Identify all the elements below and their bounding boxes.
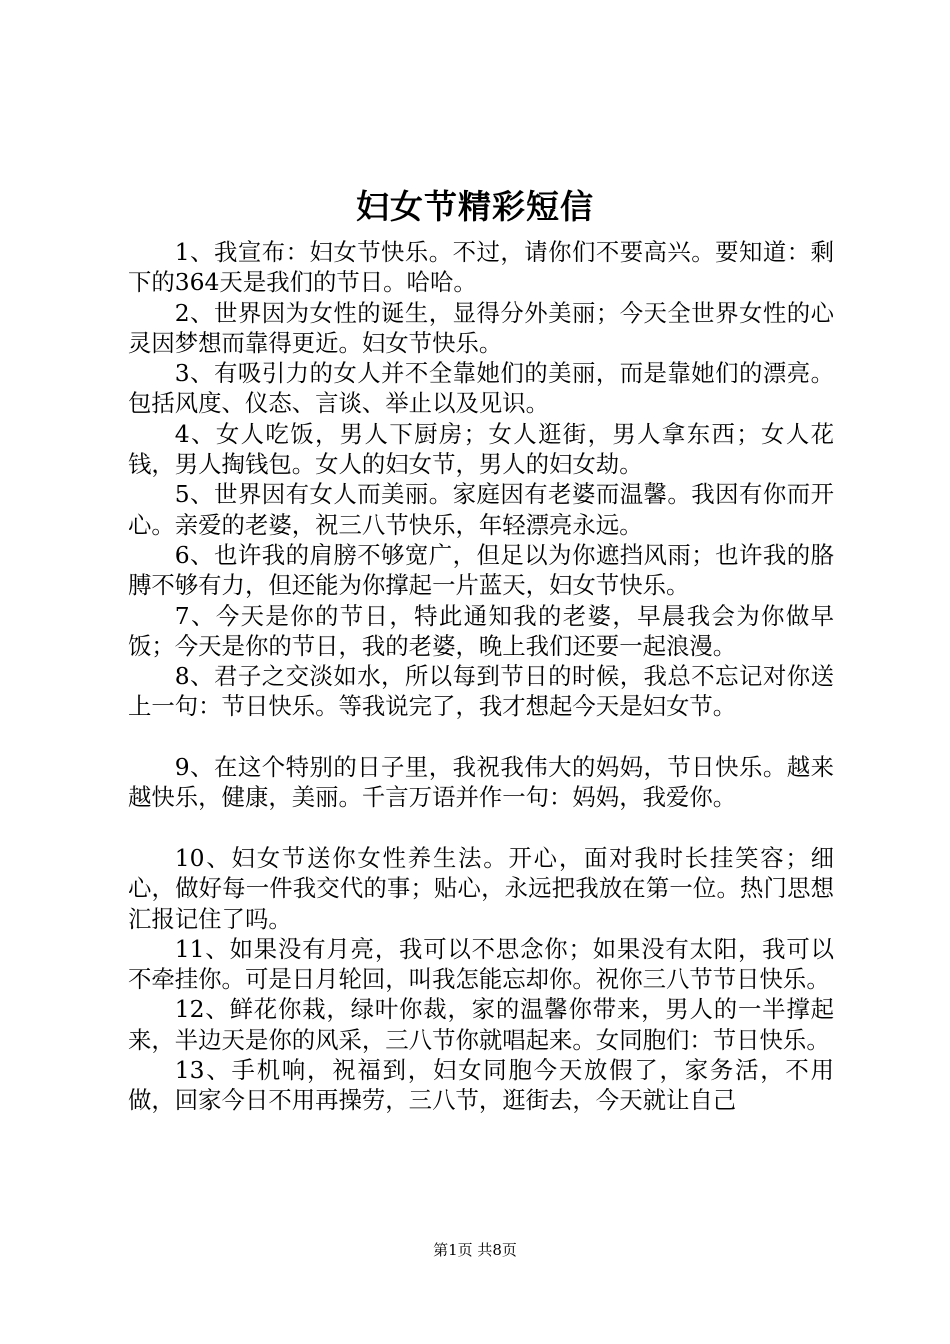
paragraph-11: 11、如果没有月亮，我可以不思念你；如果没有太阳，我可以不牵挂你。可是日月轮回，叫我怎能忘却你。祝你三八节节日快乐。 bbox=[128, 934, 834, 994]
paragraph-3: 3、有吸引力的女人并不全靠她们的美丽，而是靠她们的漂亮。包括风度、仪态、言谈、举止以及见识。 bbox=[128, 359, 834, 418]
paragraph-5: 5、世界因有女人而美丽。家庭因有老婆而温馨。我因有你而开心。亲爱的老婆，祝三八节快乐，年轻漂亮永远。 bbox=[128, 480, 834, 539]
document-title: 妇女节精彩短信 bbox=[356, 187, 594, 226]
paragraph-1: 1、我宣布：妇女节快乐。不过，请你们不要高兴。要知道：剩下的364天是我们的节日。哈哈。 bbox=[128, 238, 834, 297]
blank-line bbox=[128, 813, 834, 843]
blank-line bbox=[128, 722, 834, 752]
page-footer: 第1页 共8页 bbox=[433, 1241, 517, 1259]
document-body bbox=[128, 237, 834, 1116]
paragraph-7: 7、今天是你的节日，特此通知我的老婆，早晨我会为你做早饭；今天是你的节日，我的老婆，晚上我们还要一起浪漫。 bbox=[128, 601, 834, 660]
paragraph-9: 9、在这个特别的日子里，我祝我伟大的妈妈，节日快乐。越来越快乐，健康，美丽。千言万语并作一句：妈妈，我爱你。 bbox=[128, 753, 834, 812]
paragraph-2: 2、世界因为女性的诞生，显得分外美丽；今天全世界女性的心灵因梦想而靠得更近。妇女节快乐。 bbox=[128, 298, 834, 357]
paragraph-12: 12、鲜花你栽，绿叶你裁，家的温馨你带来，男人的一半撑起来，半边天是你的风采，三八节你就唱起来。女同胞们：节日快乐。 bbox=[128, 995, 834, 1054]
paragraph-4: 4、女人吃饭，男人下厨房；女人逛街，男人拿东西；女人花钱，男人掏钱包。女人的妇女节，男人的妇女劫。 bbox=[128, 419, 834, 479]
paragraph-10: 10、妇女节送你女性养生法。开心，面对我时长挂笑容；细心，做好每一件我交代的事；贴心，永远把我放在第一位。热门思想汇报记住了吗。 bbox=[128, 843, 834, 933]
paragraph-6: 6、也许我的肩膀不够宽广，但足以为你遮挡风雨；也许我的胳膊不够有力，但还能为你撑起一片蓝天，妇女节快乐。 bbox=[128, 540, 834, 600]
paragraph-8: 8、君子之交淡如水，所以每到节日的时候，我总不忘记对你送上一句：节日快乐。等我说完了，我才想起今天是妇女节。 bbox=[128, 662, 834, 721]
paragraph-13: 13、手机响，祝福到，妇女同胞今天放假了，家务活，不用做，回家今日不用再操劳，三八节，逛街去，今天就让自己 bbox=[128, 1056, 834, 1115]
